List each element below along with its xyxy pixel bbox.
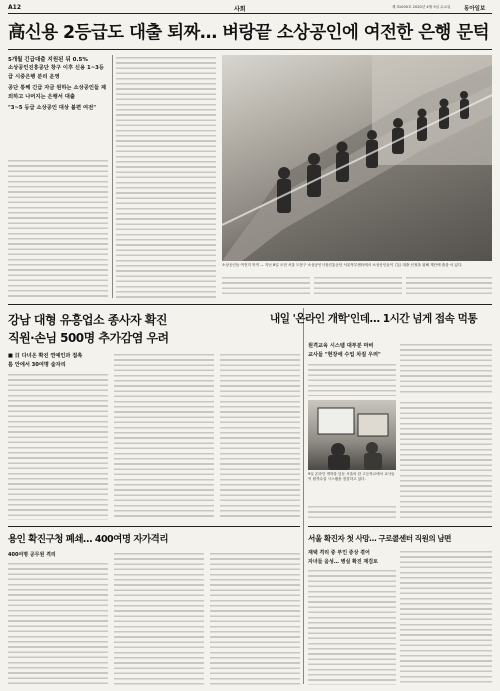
story-four-sub: 400여명 공무원 격리 [8,552,56,558]
story-four-body-col3 [210,551,300,685]
story-three-photo-caption: 9일 온라인 개학을 앞둔 서울의 한 고등학교에서 교사들이 원격수업 시스템을 점검하고 있다. [308,472,395,481]
vertical-divider [303,308,304,684]
top-story-kicker: 5개월 긴급대출 지원된 뒤 0.5% [8,57,88,63]
story-three-body-col2 [400,342,492,396]
stairway-illustration [222,55,492,261]
summary-line-1: 소상공인진흥공단 창구 이후 신용 1~3등급 시중은행 분리 운영 [8,65,104,80]
story-two-lead-2: 룸 안에서 30여명 술자리 [8,362,66,368]
story-five-sub-1: 재택 격리 중 부인 증상 겪어 [308,550,370,556]
story-four-body-col2 [114,551,204,685]
story-two-body-col2 [114,352,214,520]
story-three-sub-2: 교사들 "현장에 수업 차질 우려" [308,352,381,358]
story-four-body-col1 [8,561,108,685]
top-photo-caption: 소상공인들 여전히 북적 — 지난 8일 오전 서울 도봉구 소상공인시장진흥공단 서울북부센터에서 소상공인들이 긴급 대출 신청을 위해 계단에 줄을 서 있다. [222,263,463,267]
section-label: 사회 [234,6,246,13]
summary-line-3: "3~5 등급 소상공인 대상 불편 여전" [8,105,96,111]
section-rule-1 [8,304,492,305]
summary-line-2: 공단 통해 긴급 자금 원하는 소상공인들 제외하고 나머지는 은행서 대출 [8,85,107,100]
section-rule-3 [308,526,492,527]
story-three-sub-1: 원격교육 시스템 대부분 마비 [308,343,374,349]
story-five-body-col2 [400,549,492,685]
online-class-photo [308,400,396,470]
story-two-lead: ■ 日 다녀온 확진 연예인과 접촉 [8,353,83,359]
top-story-body-col2 [116,55,216,298]
top-story-body-col1 [8,158,108,298]
story-three-body-col3 [400,400,492,520]
top-headline-rule [8,49,492,50]
stairway-queue-photo [222,55,492,261]
top-story-body-col3 [222,275,310,298]
story-two-headline-1: 강남 대형 유흥업소 종사자 확진 [8,313,167,327]
story-five-headline: 서울 확진자 첫 사망… 구로콜센터 직원의 남편 [308,534,451,543]
story-five-sub-2: 자녀들 음성… 병실 확진 재검토 [308,559,378,565]
top-story-summary [8,64,108,113]
story-two-headline-2: 직원·손님 500명 추가감염 우려 [8,331,169,345]
story-three-headline: 내일 '온라인 개학'인데… 1시간 넘게 접속 먹통 [270,313,478,325]
paper-name: 동아일보 [464,6,486,12]
story-three-body-col1 [308,362,396,396]
story-five-body-col1 [308,568,396,685]
classroom-illustration [308,400,396,470]
story-two-body-col3 [220,352,300,520]
top-story-headline: 高신용 2등급도 대출 퇴짜… 벼랑끝 소상공인에 여전한 은행 문턱 [8,23,490,43]
page-number: A12 [8,4,21,11]
top-story-body-col4 [314,275,402,298]
masthead-rule [8,13,492,14]
story-four-headline: 용인 확진구청 폐쇄… 400여명 자가격리 [8,534,169,545]
section-rule-2 [8,526,300,527]
story-two-body-col1 [8,372,108,520]
top-story-body-col5 [406,275,492,298]
issue-info: 제 31000호 2020년 4월 9일 수요일 [392,5,451,9]
story-three-body-col4 [308,504,396,520]
column-divider [112,55,113,298]
